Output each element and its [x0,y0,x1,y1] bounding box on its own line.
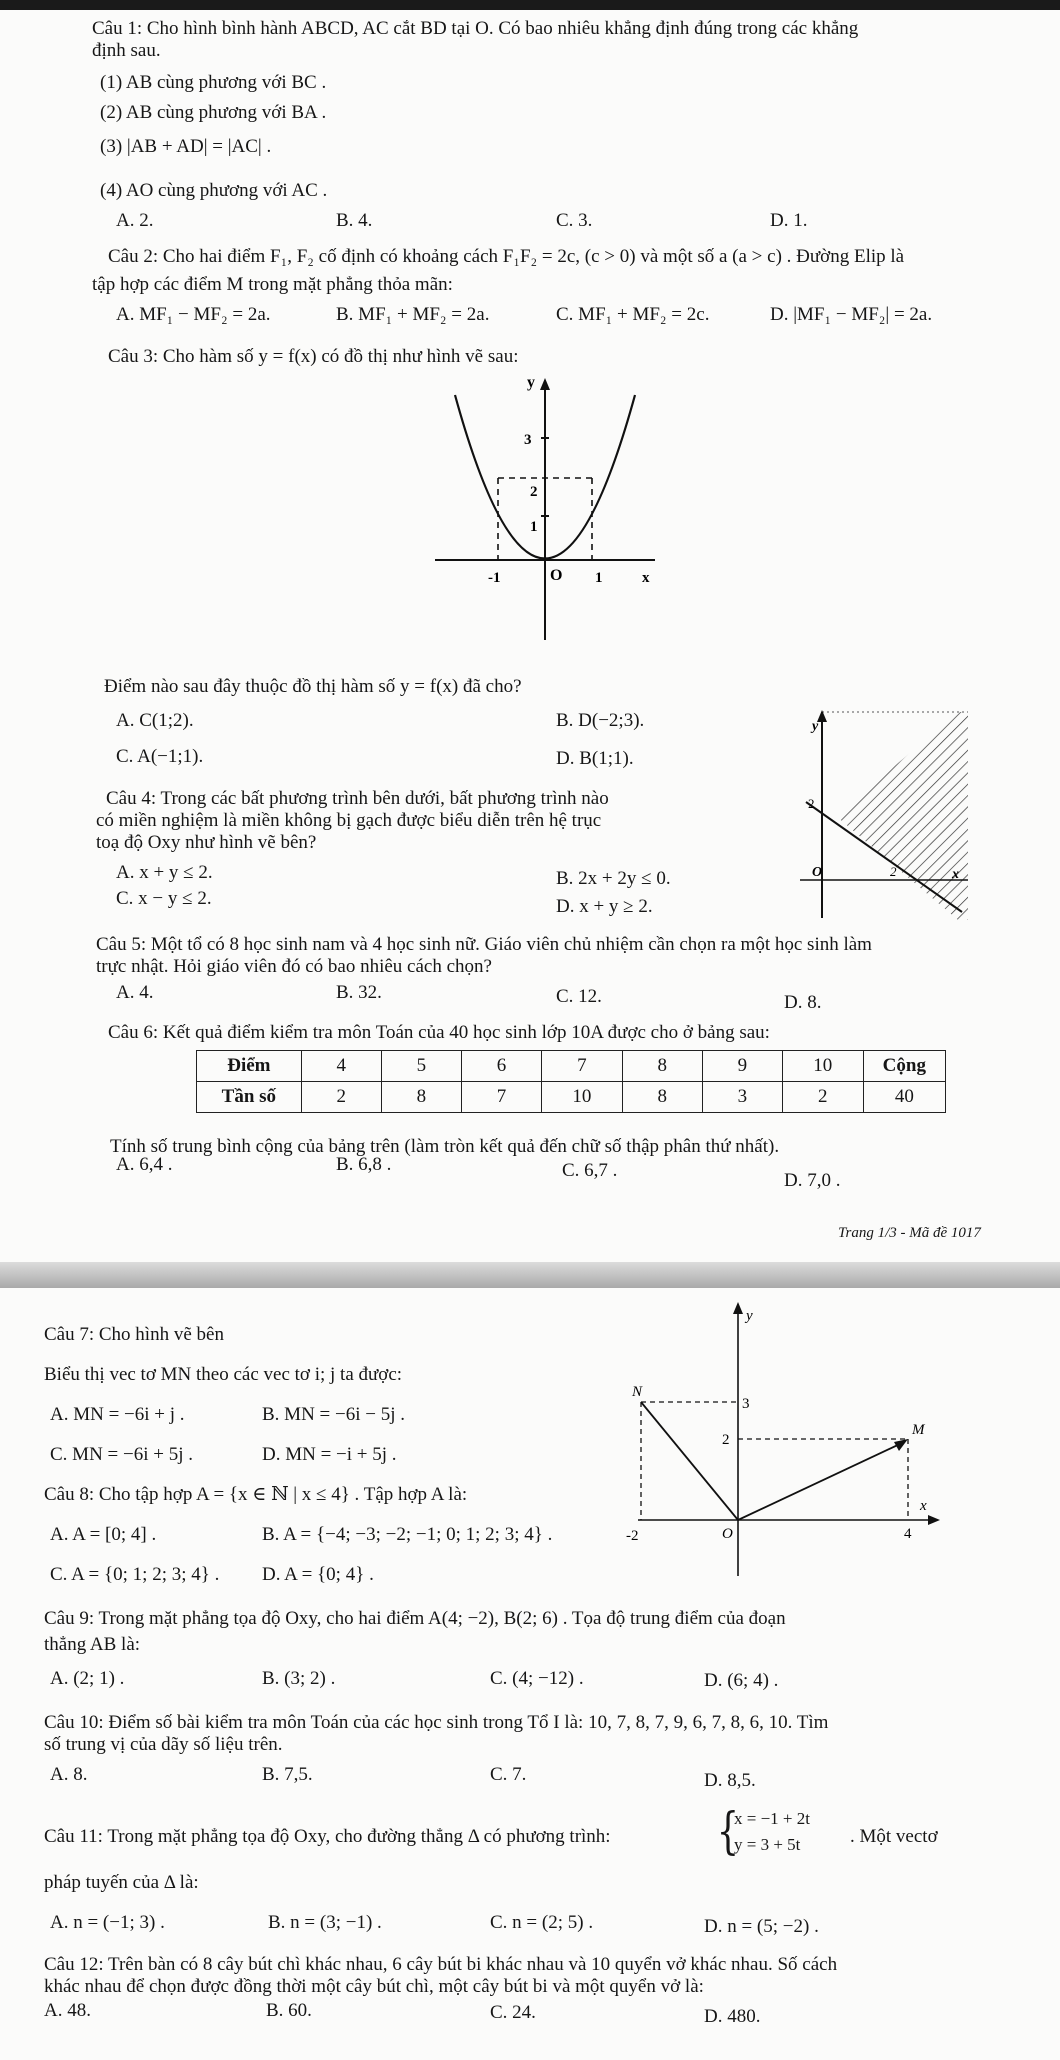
q6-cell: Tần số [197,1082,302,1113]
q3-option-c: C. A(−1;1). [116,746,204,767]
q4-halfplane-graph [772,708,968,920]
q7-point-n: N [632,1384,643,1400]
q6-frequency-table [196,1050,946,1113]
q7-vector-arrow-icon [894,1439,908,1451]
q3-y-arrow-icon [540,378,550,390]
q7-tick-x4: 4 [904,1526,912,1542]
q12-option-a: A. 48. [44,2000,91,2021]
q2-option-c: C. MF₁ + MF₂ = 2c. [556,304,710,325]
q4-stem-1: Câu 4: Trong các bất phương trình bên dưới, bất phương trình nào [106,788,609,809]
q7-line2: Biểu thị vec tơ MN theo các vec tơ i; j ta được: [44,1364,403,1385]
q2-option-b: B. MF₁ + MF₂ = 2a. [336,304,490,325]
q6-row-frequency [197,1082,946,1113]
q9-option-b: B. (3; 2) . [262,1668,336,1689]
q8-option-a: A. A = [0; 4] . [50,1524,157,1545]
q7-tick-y2: 2 [722,1432,730,1448]
q11-stem: Câu 11: Trong mặt phẳng tọa độ Oxy, cho đường thẳng Δ có phương trình: [44,1826,611,1847]
q3-option-d: D. B(1;1). [556,748,634,769]
q10-option-a: A. 8. [50,1764,88,1785]
q12-option-b: B. 60. [266,2000,312,2021]
q3-question: Điểm nào sau đây thuộc đồ thị hàm số y = f(x) đã cho? [104,676,522,697]
q1-option-b: B. 4. [336,210,373,231]
q4-option-c: C. x − y ≤ 2. [116,888,212,909]
q7-stem: Câu 7: Cho hình vẽ bên [44,1324,224,1345]
q10-stem-1: Câu 10: Điểm số bài kiểm tra môn Toán của các học sinh trong Tổ I là: 10, 7, 8, 7, 9, 6, 7, 8, 6, 10. Tìm [44,1712,829,1733]
q6-option-a: A. 6,4 . [116,1154,173,1175]
q7-tick-y3: 3 [742,1396,750,1412]
exam-page-1 [0,10,1060,1262]
q4-tick-y2: 2 [808,796,815,811]
q7-option-d: D. MN = −i + 5j . [262,1444,397,1465]
q11-option-b: B. n = (3; −1) . [268,1912,382,1933]
q10-option-d: D. 8,5. [704,1770,756,1791]
q6-cell: 2 [301,1082,381,1113]
q5-option-c: C. 12. [556,986,602,1007]
q7-option-c: C. MN = −6i + 5j . [50,1444,193,1465]
q9-option-a: A. (2; 1) . [50,1668,125,1689]
q3-parabola-graph [430,370,680,670]
q3-tick-3: 3 [524,432,532,448]
q10-option-b: B. 7,5. [262,1764,313,1785]
q6-option-c: C. 6,7 . [562,1160,618,1181]
q5-option-a: A. 4. [116,982,154,1003]
q12-option-c: C. 24. [490,2002,536,2023]
q3-option-b: B. D(−2;3). [556,710,645,731]
q7-vector-graph [618,1296,948,1586]
q6-cell: 8 [381,1082,461,1113]
q6-question: Tính số trung bình cộng của bảng trên (làm tròn kết quả đến chữ số thập phân thứ nhất). [110,1136,780,1157]
q7-point-m: M [912,1422,925,1438]
q3-option-a: A. C(1;2). [116,710,194,731]
q7-option-a: A. MN = −6i + j . [50,1404,185,1425]
q6-stem: Câu 6: Kết quả điểm kiểm tra môn Toán của 40 học sinh lớp 10A được cho ở bảng sau: [108,1022,770,1043]
q5-stem-2: trực nhật. Hỏi giáo viên đó có bao nhiêu cách chọn? [96,956,492,977]
q5-option-b: B. 32. [336,982,382,1003]
q3-stem: Câu 3: Cho hàm số y = f(x) có đồ thị như hình vẽ sau: [108,346,519,367]
q4-hatched-region [836,712,968,920]
q6-cell: 40 [863,1082,945,1113]
q6-row-score [197,1051,946,1082]
q7-origin-label: O [722,1526,733,1542]
page-footer: Trang 1/3 - Mã đề 1017 [838,1225,981,1241]
q4-tick-x2: 2 [890,864,897,879]
page-gap [0,1262,1060,1288]
q6-cell: 9 [702,1051,782,1082]
q11-equation-x: x = −1 + 2t [734,1809,810,1828]
q3-tick-1x: 1 [595,570,603,586]
q1-statement-2: (2) AB cùng phương với BA . [100,102,327,123]
q2-stem-1: Câu 2: Cho hai điểm F₁, F₂ cố định có khoảng cách F₁F₂ = 2c, (c > 0) và một số a (a > c) . Đường Elip là [108,246,905,267]
q11-equation-y: y = 3 + 5t [734,1835,801,1854]
q8-option-c: C. A = {0; 1; 2; 3; 4} . [50,1564,220,1585]
q5-option-d: D. 8. [784,992,822,1013]
q6-cell: 5 [381,1051,461,1082]
q6-cell: 2 [782,1082,863,1113]
q9-stem-1: Câu 9: Trong mặt phẳng tọa độ Oxy, cho hai điểm A(4; −2), B(2; 6) . Tọa độ trung điểm của đoạn [44,1608,786,1629]
q2-option-a: A. MF₁ − MF₂ = 2a. [116,304,271,325]
q6-cell: 6 [461,1051,541,1082]
q6-option-d: D. 7,0 . [784,1170,841,1191]
q11-stem-tail: . Một vectơ [850,1826,938,1847]
q4-x-label: x [952,867,959,882]
q3-tick-2: 2 [530,484,538,500]
q12-stem-2: khác nhau để chọn được đồng thời một cây bút chì, một cây bút bi và một quyển vở là: [44,1976,704,1997]
exam-page-2 [0,1288,1060,2060]
q4-y-label: y [812,719,819,734]
q3-tick-minus1: -1 [488,570,501,586]
q7-x-label: x [920,1498,927,1514]
q4-stem-3: toạ độ Oxy như hình vẽ bên? [96,832,317,853]
q3-x-label: x [642,570,650,586]
q6-cell: 3 [702,1082,782,1113]
q4-option-b: B. 2x + 2y ≤ 0. [556,868,671,889]
q1-statement-4: (4) AO cùng phương với AC . [100,180,328,201]
q7-y-label: y [746,1308,753,1324]
q11-option-d: D. n = (5; −2) . [704,1916,819,1937]
q2-option-d: D. |MF₁ − MF₂| = 2a. [770,304,933,325]
q6-option-b: B. 6,8 . [336,1154,392,1175]
q7-line-n-origin [641,1402,738,1520]
q11-stem-2: pháp tuyến của Δ là: [44,1872,199,1893]
q9-option-c: C. (4; −12) . [490,1668,584,1689]
q1-option-c: C. 3. [556,210,593,231]
q8-option-d: D. A = {0; 4} . [262,1564,374,1585]
q6-cell: Cộng [863,1051,945,1082]
q7-y-arrow-icon [733,1302,743,1314]
q5-stem-1: Câu 5: Một tổ có 8 học sinh nam và 4 học sinh nữ. Giáo viên chủ nhiệm cần chọn ra một học sinh làm [96,934,872,955]
q7-tick-xm2: -2 [626,1528,639,1544]
q6-cell: 10 [782,1051,863,1082]
q6-cell: 8 [622,1082,702,1113]
q7-option-b: B. MN = −6i − 5j . [262,1404,405,1425]
q12-option-d: D. 480. [704,2006,761,2027]
q6-cell: 10 [542,1082,623,1113]
q11-option-c: C. n = (2; 5) . [490,1912,594,1933]
q7-vector-om [738,1443,902,1520]
q1-option-a: A. 2. [116,210,154,231]
q11-system-brace: { [716,1802,740,1860]
q4-origin-label: O [812,865,823,880]
q6-cell: 4 [301,1051,381,1082]
q6-cell: 7 [542,1051,623,1082]
q4-option-a: A. x + y ≤ 2. [116,862,213,883]
q12-stem-1: Câu 12: Trên bàn có 8 cây bút chì khác nhau, 6 cây bút bi khác nhau và 10 quyển vở khác nhau. Số cách [44,1954,838,1975]
q3-origin-label: O [550,567,563,584]
q6-cell: Điểm [197,1051,302,1082]
q8-option-b: B. A = {−4; −3; −2; −1; 0; 1; 2; 3; 4} . [262,1524,553,1545]
q9-option-d: D. (6; 4) . [704,1670,779,1691]
q6-cell: 8 [622,1051,702,1082]
q6-cell: 7 [461,1082,541,1113]
q9-stem-2: thẳng AB là: [44,1634,141,1655]
q10-option-c: C. 7. [490,1764,527,1785]
q10-stem-2: số trung vị của dãy số liệu trên. [44,1734,283,1755]
q3-tick-1: 1 [530,519,538,535]
q4-stem-2: có miền nghiệm là miền không bị gạch được biểu diễn trên hệ trục [96,810,602,831]
q8-stem: Câu 8: Cho tập hợp A = {x ∈ ℕ | x ≤ 4} . Tập hợp A là: [44,1484,468,1505]
q1-stem-1: Câu 1: Cho hình bình hành ABCD, AC cắt BD tại O. Có bao nhiêu khẳng định đúng trong các khẳng [92,18,859,39]
q11-option-a: A. n = (−1; 3) . [50,1912,165,1933]
top-border [0,0,1060,10]
q1-option-d: D. 1. [770,210,808,231]
q2-stem-2: tập hợp các điểm M trong mặt phẳng thỏa mãn: [92,274,453,295]
q1-statement-3: (3) |AB + AD| = |AC| . [100,136,272,157]
q4-option-d: D. x + y ≥ 2. [556,896,653,917]
q4-y-arrow-icon [817,710,827,722]
q1-statement-1: (1) AB cùng phương với BC . [100,72,327,93]
q7-x-arrow-icon [928,1515,940,1525]
q1-stem-2: định sau. [92,40,161,61]
q3-y-label: y [527,374,535,391]
